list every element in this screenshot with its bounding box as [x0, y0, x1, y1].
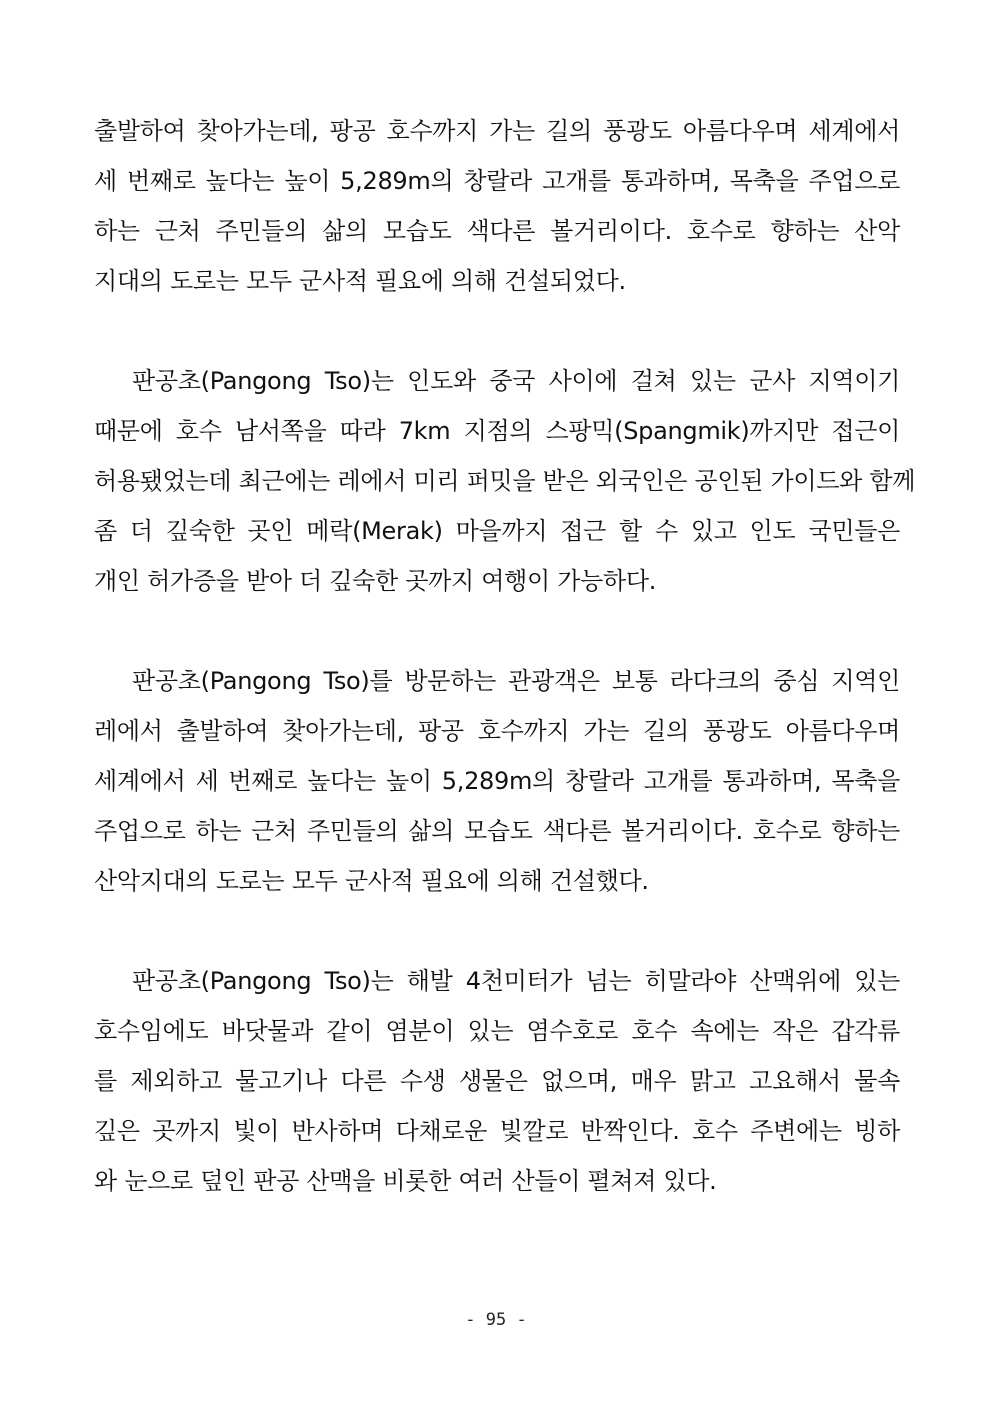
- text-line: 세 번째로 높다는 높이 5,289m의 창랄라 고개를 통과하며, 목축을 주업으로: [94, 167, 900, 195]
- page-number: - 95 -: [465, 1310, 527, 1330]
- text-line: 깊은 곳까지 빛이 반사하며 다채로운 빛깔로 반짝인다. 호수 주변에는 빙하: [94, 1117, 900, 1145]
- text-line: 판공초(Pangong Tso)는 인도와 중국 사이에 걸쳐 있는 군사 지역이기: [132, 367, 900, 395]
- text-line: 하는 근처 주민들의 삶의 모습도 색다른 볼거리이다. 호수로 향하는 산악: [94, 217, 900, 245]
- text-line: 허용됐었는데 최근에는 레에서 미리 퍼밋을 받은 외국인은 공인된 가이드와 함께: [94, 467, 916, 495]
- text-line: 개인 허가증을 받아 더 깊숙한 곳까지 여행이 가능하다.: [94, 567, 657, 595]
- text-line: 지대의 도로는 모두 군사적 필요에 의해 건설되었다.: [94, 267, 626, 295]
- text-line: 때문에 호수 남서쪽을 따라 7km 지점의 스팡믹(Spangmik)까지만 접근이: [94, 417, 900, 445]
- text-line: 와 눈으로 덮인 판공 산맥을 비롯한 여러 산들이 펼쳐져 있다.: [94, 1167, 717, 1195]
- text-line: 산악지대의 도로는 모두 군사적 필요에 의해 건설했다.: [94, 867, 649, 895]
- paragraph-3: [94, 656, 900, 906]
- text-line: 레에서 출발하여 찾아가는데, 팡공 호수까지 가는 길의 풍광도 아름다우며: [94, 717, 900, 745]
- text-line: 판공초(Pangong Tso)를 방문하는 관광객은 보통 라다크의 중심 지역인: [132, 667, 900, 695]
- text-line: 를 제외하고 물고기나 다른 수생 생물은 없으며, 매우 맑고 고요해서 물속: [94, 1067, 900, 1095]
- text-line: 세계에서 세 번째로 높다는 높이 5,289m의 창랄라 고개를 통과하며, 목축을: [94, 767, 900, 795]
- text-line: 좀 더 깊숙한 곳인 메락(Merak) 마을까지 접근 할 수 있고 인도 국민들은: [94, 517, 900, 545]
- text-line: 판공초(Pangong Tso)는 해발 4천미터가 넘는 히말라야 산맥위에 있는: [132, 967, 900, 995]
- paragraph-4: [94, 956, 900, 1206]
- text-line: 호수임에도 바닷물과 같이 염분이 있는 염수호로 호수 속에는 작은 갑각류: [94, 1017, 900, 1045]
- paragraph-1: [94, 106, 900, 306]
- text-line: 출발하여 찾아가는데, 팡공 호수까지 가는 길의 풍광도 아름다우며 세계에서: [94, 117, 900, 145]
- paragraph-2: [94, 356, 916, 606]
- text-line: 주업으로 하는 근처 주민들의 삶의 모습도 색다른 볼거리이다. 호수로 향하는: [94, 817, 900, 845]
